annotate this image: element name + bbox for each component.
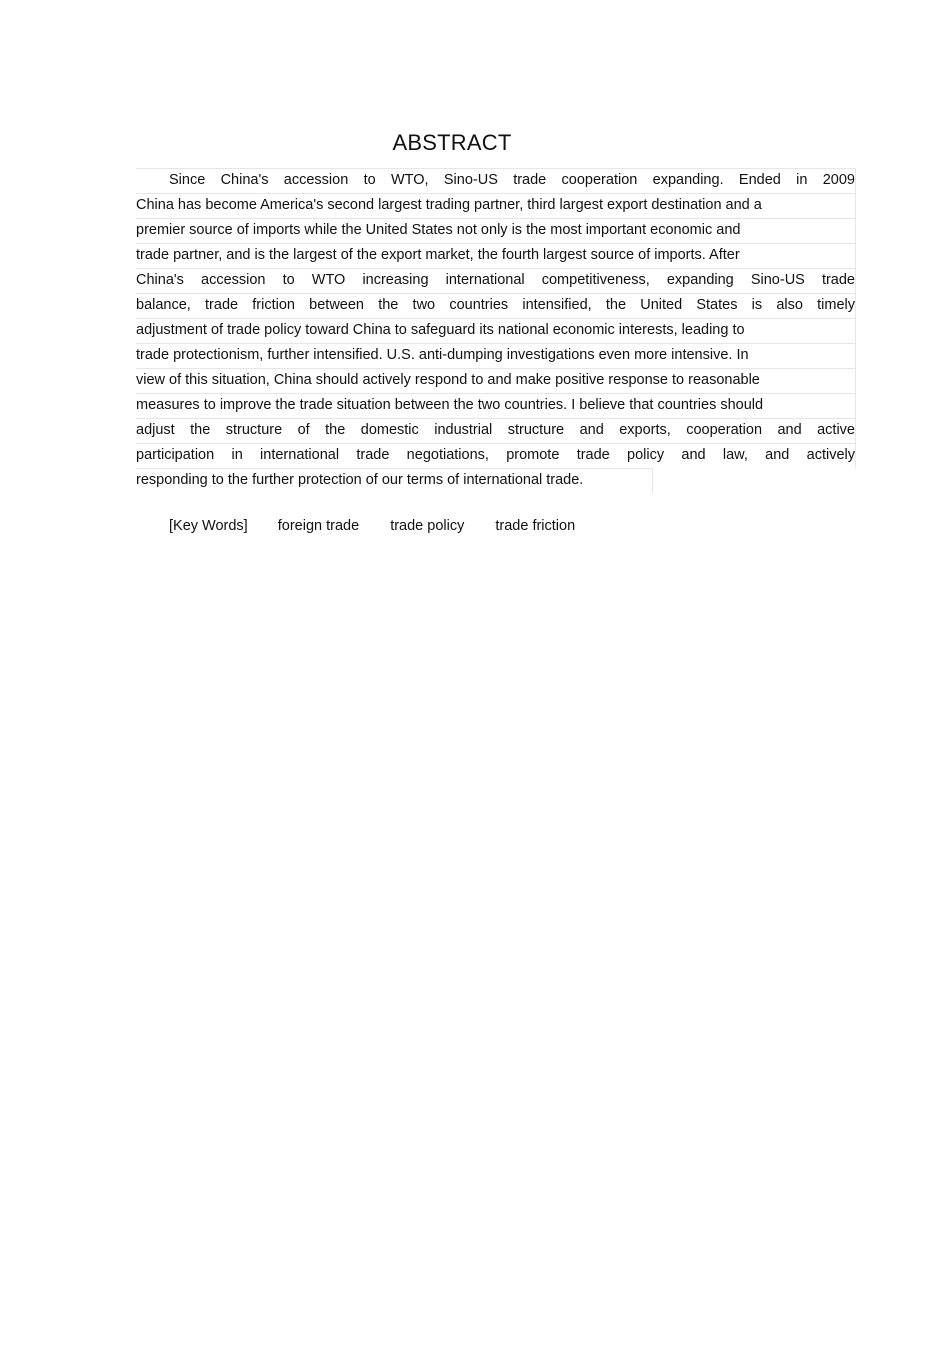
keyword-item: trade policy bbox=[390, 518, 465, 534]
abstract-line-text: adjust the structure of the domestic industrial structure and exports, cooperation and active bbox=[136, 422, 855, 438]
abstract-line-text: balance, trade friction between the two countries intensified, the United States is also timely bbox=[136, 297, 855, 313]
abstract-line-text: trade partner, and is the largest of the export market, the fourth largest source of imports. After bbox=[136, 247, 740, 263]
abstract-line-4 bbox=[136, 243, 856, 268]
abstract-line-10 bbox=[136, 393, 856, 418]
abstract-line-text: responding to the further protection of our terms of international trade. bbox=[136, 472, 584, 488]
abstract-line-9 bbox=[136, 368, 856, 393]
abstract-line-5 bbox=[136, 268, 856, 293]
keywords-row bbox=[169, 516, 602, 536]
abstract-line-text: China's accession to WTO increasing international competitiveness, expanding Sino-US trade bbox=[136, 272, 855, 288]
abstract-line-6 bbox=[136, 293, 856, 318]
abstract-body bbox=[136, 168, 856, 493]
keywords-label: [Key Words] bbox=[169, 518, 248, 534]
abstract-line-3 bbox=[136, 218, 856, 243]
abstract-title: ABSTRACT bbox=[392, 130, 512, 155]
abstract-line-7 bbox=[136, 318, 856, 343]
abstract-line-text: view of this situation, China should actively respond to and make positive response to reasonable bbox=[136, 372, 760, 388]
keyword-item: foreign trade bbox=[277, 518, 360, 534]
abstract-line-11 bbox=[136, 418, 856, 443]
abstract-line-1 bbox=[136, 168, 856, 193]
abstract-line-13 bbox=[136, 468, 653, 493]
abstract-line-2 bbox=[136, 193, 856, 218]
abstract-line-text: premier source of imports while the United States not only is the most important economic and bbox=[136, 222, 741, 238]
abstract-line-text: trade protectionism, further intensified. U.S. anti-dumping investigations even more intensive. In bbox=[136, 347, 749, 363]
abstract-line-text: participation in international trade negotiations, promote trade policy and law, and actively bbox=[136, 447, 855, 463]
abstract-line-8 bbox=[136, 343, 856, 368]
abstract-line-text: Since China's accession to WTO, Sino-US trade cooperation expanding. Ended in 2009 bbox=[169, 172, 855, 188]
abstract-line-12 bbox=[136, 443, 856, 468]
abstract-line-text: China has become America's second largest trading partner, third largest export destination and a bbox=[136, 197, 762, 213]
abstract-line-text: adjustment of trade policy toward China to safeguard its national economic interests, leading to bbox=[136, 322, 745, 338]
abstract-line-text: measures to improve the trade situation between the two countries. I believe that countries should bbox=[136, 397, 764, 413]
keyword-item: trade friction bbox=[495, 518, 576, 534]
